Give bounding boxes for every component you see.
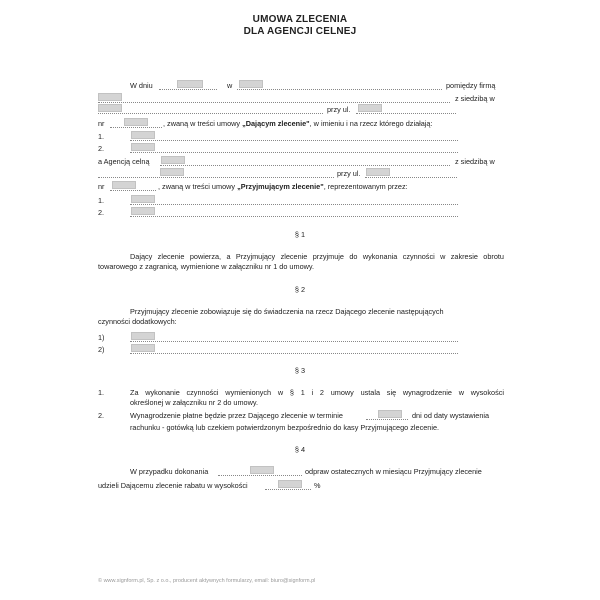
- title-line2: DLA AGENCJI CELNEJ: [243, 26, 357, 37]
- section3-p2-b: dni od daty wystawienia: [412, 411, 490, 420]
- dotted-line: [237, 89, 442, 90]
- agency-seat-field[interactable]: [160, 168, 184, 176]
- title-line1: UMOWA ZLECENIA: [252, 14, 348, 25]
- seat-field[interactable]: [98, 104, 122, 112]
- rep2-field[interactable]: [131, 143, 155, 151]
- place-field[interactable]: [239, 80, 263, 88]
- section3-p1-line1: Za wykonanie czynności wymienionych w § 1 i 2 umowy ustala się wynagrodzenie w wysokości: [130, 388, 504, 397]
- section4-a: W przypadku dokonania: [130, 467, 209, 476]
- label-przy-ul-2: przy ul.: [337, 169, 361, 178]
- label-z-siedziba-2: z siedzibą w: [455, 157, 495, 166]
- date-field[interactable]: [177, 80, 203, 88]
- label-w-dniu: W dniu: [130, 81, 153, 90]
- street-field[interactable]: [358, 104, 382, 112]
- rep1-field[interactable]: [131, 131, 155, 139]
- label-rep-2: 2.: [98, 144, 105, 153]
- section3-num1: 1.: [98, 388, 105, 397]
- dotted-line: [130, 341, 458, 342]
- section2-heading: § 2: [294, 285, 306, 294]
- section3-heading: § 3: [294, 366, 306, 375]
- label-pomiedzy: pomiędzy firmą: [446, 81, 496, 90]
- text-przyjmujacy: , zwaną w treści umowy „Przyjmującym zlecenie", reprezentowanym przez:: [158, 182, 408, 191]
- label-agencja: a Agencją celną: [98, 157, 150, 166]
- dotted-line: [218, 475, 302, 476]
- dotted-line: [110, 127, 162, 128]
- section4-heading: § 4: [294, 445, 306, 454]
- clearances-count-field[interactable]: [250, 466, 274, 474]
- dotted-line: [160, 165, 450, 166]
- agency-number-field[interactable]: [112, 181, 136, 189]
- section4-percent: %: [314, 481, 321, 490]
- footer-text: © www.signform.pl, Sp. z o.o., producent aktywnych formularzy, email: biuro@signform.pl: [98, 578, 316, 584]
- section3-p1-line2: określonej w załączniku nr 2 do umowy.: [130, 398, 259, 407]
- agency-rep1-field[interactable]: [131, 195, 155, 203]
- company-field[interactable]: [98, 93, 122, 101]
- discount-field[interactable]: [278, 480, 302, 488]
- label-przy-ul: przy ul.: [327, 105, 351, 114]
- dotted-line: [130, 204, 458, 205]
- label-agency-rep-2: 2.: [98, 208, 105, 217]
- label-agency-rep-1: 1.: [98, 196, 105, 205]
- dotted-line: [98, 102, 450, 103]
- section2-line2: czynności dodatkowych:: [98, 317, 177, 326]
- section1-line1: Dający zlecenie powierza, a Przyjmujący zlecenie przyjmuje do wykonania czynności w zakresie obrotu: [130, 252, 504, 261]
- dotted-line: [110, 190, 156, 191]
- label-rep-1: 1.: [98, 132, 105, 141]
- section3-num2: 2.: [98, 411, 105, 420]
- dotted-line: [130, 140, 458, 141]
- section4-c: udzieli Dającemu zlecenie rabatu w wysokości: [98, 481, 248, 490]
- text-dajacy: , zwaną w treści umowy „Dającym zlecenie", w imieniu i na rzecz którego działają:: [163, 119, 433, 128]
- section3-p2-a: Wynagrodzenie płatne będzie przez Dającego zlecenie w terminie: [130, 411, 343, 420]
- extra-service2-field[interactable]: [131, 344, 155, 352]
- agency-street-field[interactable]: [366, 168, 390, 176]
- section2-item2-label: 2): [98, 345, 105, 354]
- number-field[interactable]: [124, 118, 148, 126]
- dotted-line: [159, 89, 217, 90]
- section3-p2-line2: rachunku - gotówką lub czekiem potwierdzonym bezpośrednio do kasy Przyjmującego zlecenie.: [130, 423, 440, 432]
- section1-heading: § 1: [294, 230, 306, 239]
- extra-service1-field[interactable]: [131, 332, 155, 340]
- payment-days-field[interactable]: [378, 410, 402, 418]
- dotted-line: [130, 216, 458, 217]
- dotted-line: [130, 152, 458, 153]
- dotted-line: [98, 113, 323, 114]
- label-nr-2: nr: [98, 182, 105, 191]
- dotted-line: [265, 489, 311, 490]
- dotted-line: [130, 353, 458, 354]
- dotted-line: [365, 177, 457, 178]
- agency-field[interactable]: [161, 156, 185, 164]
- dotted-line: [356, 113, 456, 114]
- agency-rep2-field[interactable]: [131, 207, 155, 215]
- dotted-line: [98, 177, 334, 178]
- dotted-line: [366, 419, 408, 420]
- section1-line2: towarowego z zagranicą, wymienione w załączniku nr 1 do umowy.: [98, 262, 315, 271]
- section2-line1: Przyjmujący zlecenie zobowiązuje się do świadczenia na rzecz Dającego zlecenie następujących: [130, 307, 444, 316]
- section2-item1-label: 1): [98, 333, 105, 342]
- label-nr: nr: [98, 119, 105, 128]
- label-z-siedziba: z siedzibą w: [455, 94, 495, 103]
- label-w: w: [227, 81, 233, 90]
- section4-b: odpraw ostatecznych w miesiącu Przyjmujący zlecenie: [305, 467, 482, 476]
